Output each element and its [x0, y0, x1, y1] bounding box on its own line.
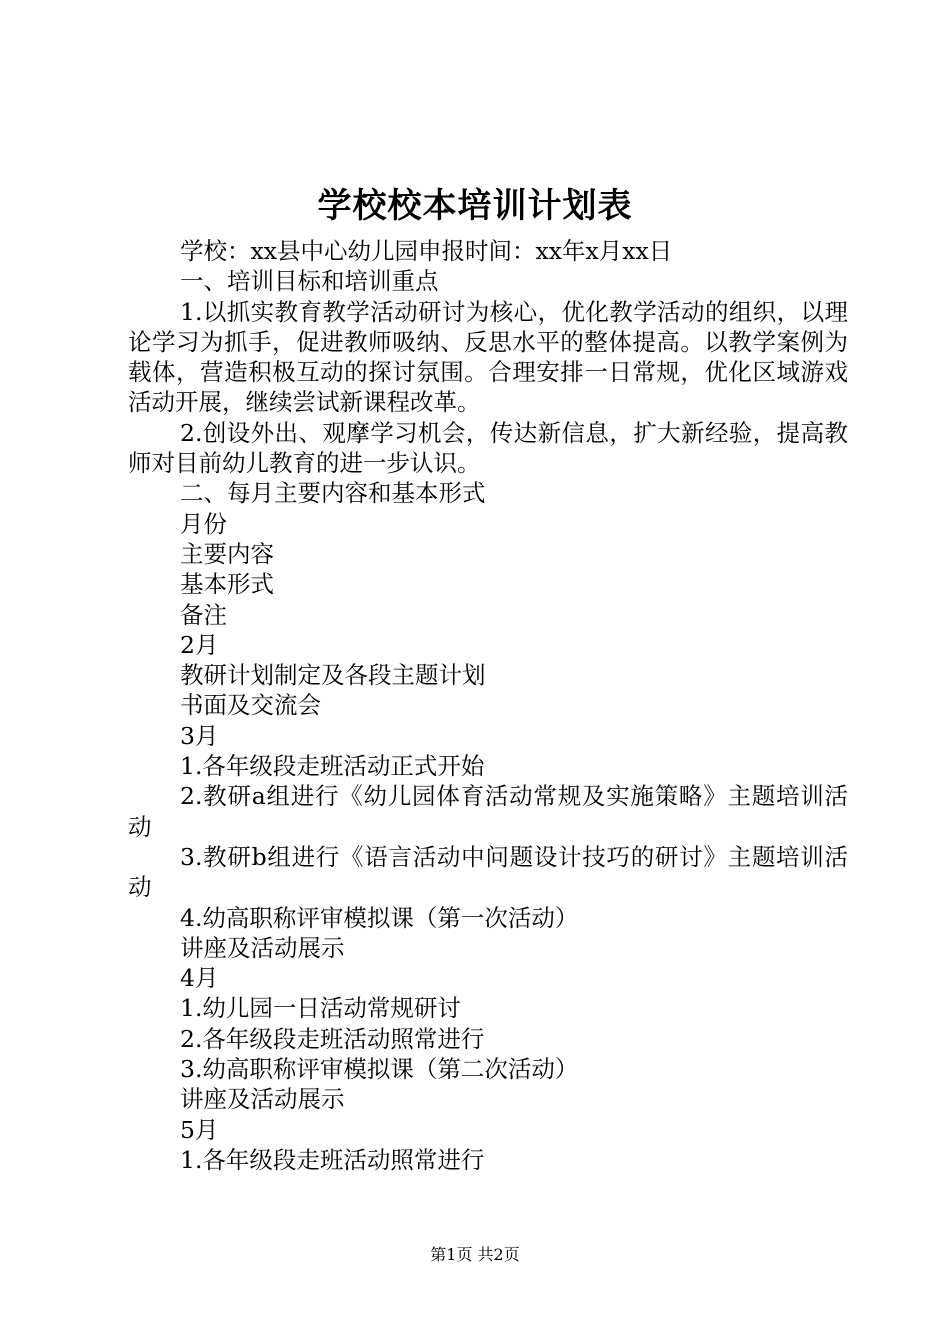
document-title: 学校校本培训计划表: [317, 186, 633, 226]
meta-line: 学校：xx县中心幼儿园申报时间：xx年x月xx日: [180, 237, 673, 265]
apr-item-1: 1.幼儿园一日活动常规研讨: [180, 994, 461, 1023]
section-heading-monthly: 二、每月主要内容和基本形式: [180, 479, 486, 508]
table-header-month: 月份: [180, 509, 227, 538]
month-feb: 2月: [180, 630, 219, 659]
mar-item-4: 4.幼高职称评审模拟课（第一次活动）: [180, 903, 579, 932]
mar-item-1: 1.各年级段走班活动正式开始: [180, 752, 485, 781]
document-body: [128, 236, 848, 1175]
apr-item-3: 3.幼高职称评审模拟课（第二次活动）: [180, 1055, 579, 1084]
mar-form: 讲座及活动展示: [180, 933, 345, 962]
feb-form: 书面及交流会: [180, 691, 321, 720]
mar-item-2: 2.教研a组进行《幼儿园体育活动常规及实施策略》主题培训活动: [128, 782, 848, 841]
paragraph-goal-2: 2.创设外出、观摩学习机会，传达新信息，扩大新经验，提高教师对目前幼儿教育的进一步认识。: [128, 418, 848, 478]
month-mar: 3月: [180, 721, 219, 750]
feb-content: 教研计划制定及各段主题计划: [180, 661, 486, 690]
month-may: 5月: [180, 1115, 219, 1144]
paragraph-goal-1: 1.以抓实教育教学活动研讨为核心，优化教学活动的组织，以理论学习为抓手，促进教师吸纳、反思水平的整体提高。以教学案例为载体，营造积极互动的探讨氛围。合理安排一日常规，优化区域游戏活动开展，继续尝试新课程改革。: [128, 297, 848, 417]
month-apr: 4月: [180, 964, 219, 993]
table-header-content: 主要内容: [180, 539, 274, 568]
page-footer: 第1页 共2页: [430, 1245, 520, 1264]
table-header-form: 基本形式: [180, 570, 274, 599]
table-header-notes: 备注: [180, 600, 227, 629]
section-heading-goals: 一、培训目标和培训重点: [180, 267, 439, 296]
may-item-1: 1.各年级段走班活动照常进行: [180, 1145, 485, 1174]
apr-item-2: 2.各年级段走班活动照常进行: [180, 1024, 485, 1053]
mar-item-3: 3.教研b组进行《语言活动中问题设计技巧的研讨》主题培训活动: [128, 842, 848, 902]
apr-form: 讲座及活动展示: [180, 1085, 345, 1114]
